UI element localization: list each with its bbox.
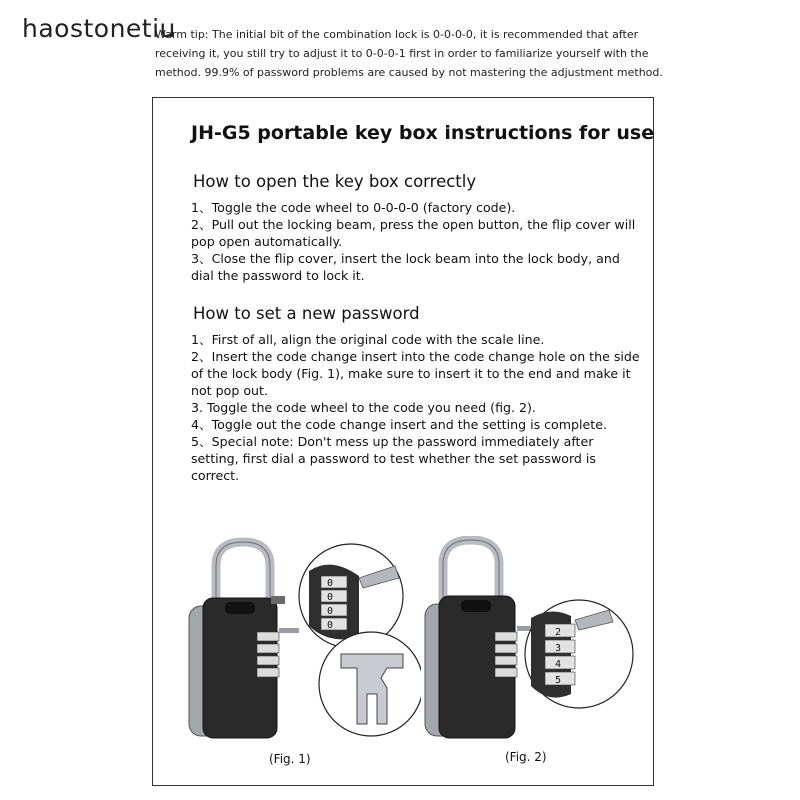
instruction-sheet [152, 97, 654, 786]
fig2-caption: (Fig. 2) [505, 750, 547, 764]
password-section-heading: How to set a new password [193, 304, 420, 323]
fig2-lock-illustration [421, 536, 651, 746]
fig1-wheel-digit: 0 [327, 606, 334, 617]
fig2-wheel-digit: 3 [555, 643, 562, 654]
open-steps [191, 199, 643, 284]
fig1-wheel-digit: 0 [327, 578, 334, 589]
fig1-wheel-digit: 0 [327, 620, 334, 631]
password-step: 3. Toggle the code wheel to the code you need (fig. 2). [191, 400, 536, 415]
password-step: 1、First of all, align the original code with the scale line. [191, 332, 545, 347]
fig1-wheel-digit: 0 [327, 592, 334, 603]
fig2-wheel-digit: 5 [555, 675, 562, 686]
fig1-caption: (Fig. 1) [269, 752, 311, 766]
password-step: 2、Insert the code change insert into the code change hole on the side of the lock body (Fig. 1), make sure to insert it to the end and make it not pop out. [191, 349, 640, 398]
open-step: 2、Pull out the locking beam, press the open button, the flip cover will pop open automatically. [191, 217, 636, 249]
warm-tip: Warm tip: The initial bit of the combination lock is 0-0-0-0, it is recommended that after receiving it, you still try to adjust it to 0-0-0-1 first in order to familiarize yourself with the method. 99.9% of password problems are caused by not mastering the adjustment method. [155, 28, 663, 79]
password-steps [191, 331, 643, 484]
password-step: 4、Toggle out the code change insert and the setting is complete. [191, 417, 607, 432]
open-step: 1、Toggle the code wheel to 0-0-0-0 (factory code). [191, 200, 516, 215]
sheet-title: JH-G5 portable key box instructions for use [191, 122, 655, 144]
fig1-lock-illustration [181, 536, 421, 746]
open-section-heading: How to open the key box correctly [193, 172, 477, 191]
open-step: 3、Close the flip cover, insert the lock beam into the lock body, and dial the password to lock it. [191, 251, 620, 283]
fig2-wheel-digit: 2 [555, 627, 562, 638]
password-step: 5、Special note: Don't mess up the password immediately after setting, first dial a password to test whether the set password is correct. [191, 434, 596, 483]
watermark: haostonetiu [22, 14, 176, 43]
fig2-wheel-digit: 4 [555, 659, 562, 670]
